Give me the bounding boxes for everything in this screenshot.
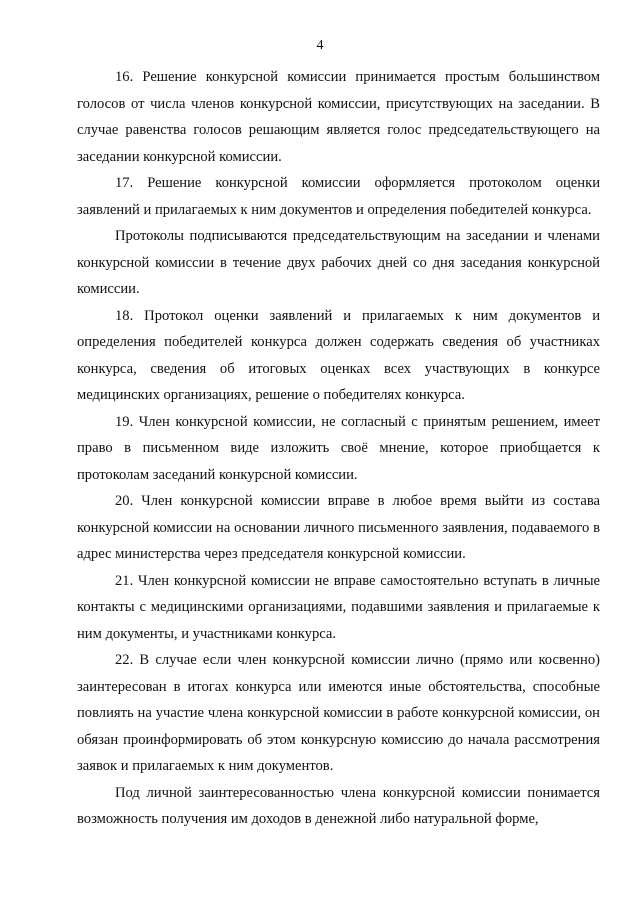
- page-number: 4: [316, 38, 324, 53]
- paragraph-17-protocols: Протоколы подписываются председательствующим на заседании и членами конкурсной комиссии в течение двух рабочих дней со дня заседания конкурсной комиссии.: [77, 228, 600, 297]
- paragraph-18: 18. Протокол оценки заявлений и прилагаемых к ним документов и определения победителей конкурса должен содержать сведения об участниках конкурса, сведения об итоговых оценках всех участвующих в конкурсе медицинских организациях, решение о победителях конкурса.: [77, 307, 600, 403]
- paragraph-22: 22. В случае если член конкурсной комиссии лично (прямо или косвенно) заинтересован в итогах конкурса или имеются иные обстоятельства, способные повлиять на участие члена конкурсной комиссии в работе конкурсной комиссии, он обязан проинформировать об этом конкурсную комиссию до начала рассмотрения заявок и прилагаемых к ним документов.: [77, 652, 600, 774]
- document-body: [77, 64, 600, 833]
- paragraph-21: 21. Член конкурсной комиссии не вправе самостоятельно вступать в личные контакты с медицинскими организациями, подавшими заявления и прилагаемые к ним документы, и участниками конкурса.: [77, 572, 600, 642]
- paragraph-22-interest: Под личной заинтересованностью члена конкурсной комиссии понимается возможность получения им доходов в денежной либо натуральной форме,: [77, 784, 600, 827]
- paragraph-20: 20. Член конкурсной комиссии вправе в любое время выйти из состава конкурсной комиссии на основании личного письменного заявления, подаваемого в адрес министерства через председателя конкурсной комиссии.: [77, 493, 600, 562]
- paragraph-19: 19. Член конкурсной комиссии, не согласный с принятым решением, имеет право в письменном виде изложить своё мнение, которое приобщается к протоколам заседаний конкурсной комиссии.: [77, 413, 600, 483]
- paragraph-17: 17. Решение конкурсной комиссии оформляется протоколом оценки заявлений и прилагаемых к ним документов и определения победителей конкурса.: [77, 175, 600, 218]
- paragraph-16: 16. Решение конкурсной комиссии принимается простым большинством голосов от числа членов конкурсной комиссии, присутствующих на заседании. В случае равенства голосов решающим является голос председательствующего на заседании конкурсной комиссии.: [77, 69, 600, 165]
